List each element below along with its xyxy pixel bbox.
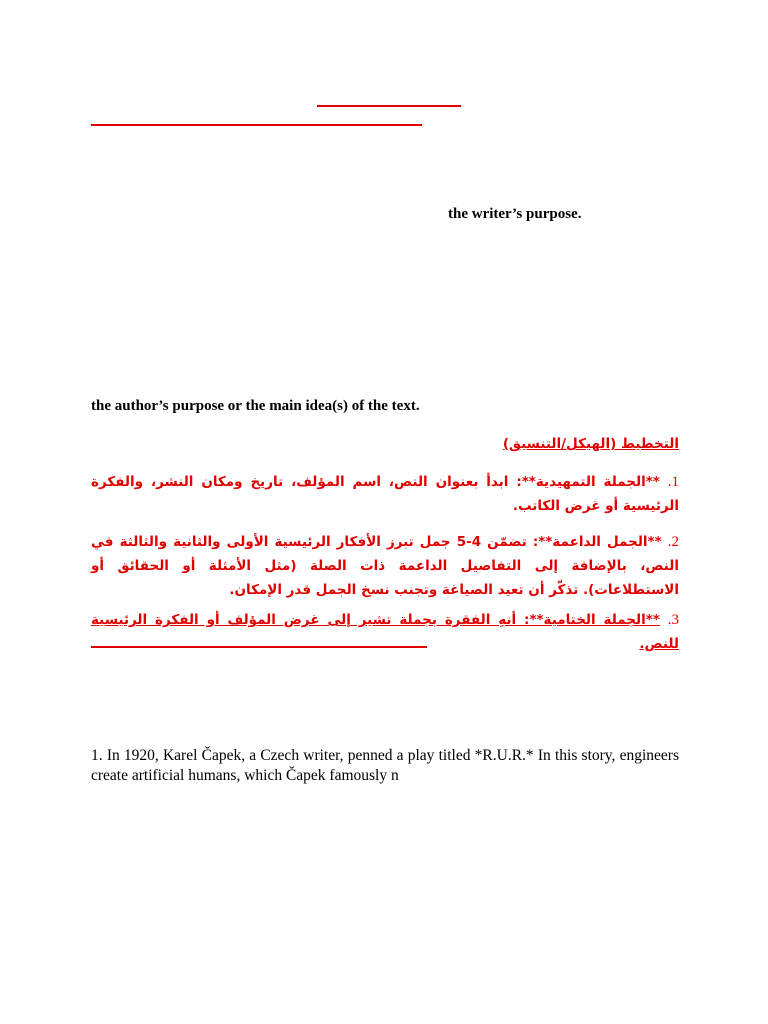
- point-number: 1.: [667, 474, 679, 490]
- point-text: **الجملة التمهيدية**: ابدأ بعنوان النص، اسم المؤلف، تاريخ ومكان النشر، والفكرة الرئيسية أو غرض الكاتب.: [91, 474, 679, 514]
- plan-point-2: [91, 530, 679, 602]
- plan-point-3: [91, 608, 679, 656]
- authors-purpose-text: the author’s purpose or the main idea(s) of the text.: [91, 398, 420, 414]
- plan-point-1: [91, 470, 679, 518]
- writers-purpose-text: the writer’s purpose.: [448, 206, 582, 222]
- point-text: **الجمل الداعمة**: تضمّن 4-5 جمل تبرز الأفكار الرئيسية الأولى والثانية والثالثة في النص، بالإضافة إلى التفاصيل الداعمة ذات الصلة (مثل الأمثلة أو الحقائق أو الاستطلاعات). تذكّر أن تعيد الصياغة وتجنب نسخ الجمل قدر الإمكان.: [91, 534, 679, 598]
- point-number: 3.: [667, 612, 680, 628]
- point-text: **الجملة الختامية**: أنهِ الفقرة بجملة تشير إلى غرض المؤلف أو الفكرة الرئيسية للنص.: [91, 612, 679, 652]
- point-number: 2.: [667, 534, 679, 550]
- english-paragraph: 1. In 1920, Karel Čapek, a Czech writer, penned a play titled *R.U.R.* In this story, engineers create artificial humans, which Čapek famously n: [91, 747, 679, 784]
- red-section-divider: [91, 646, 427, 648]
- plan-heading: التخطيط (الهيكل/التنسيق): [502, 436, 679, 452]
- red-subtitle-underline: [91, 124, 422, 126]
- red-title-underline: [317, 105, 461, 107]
